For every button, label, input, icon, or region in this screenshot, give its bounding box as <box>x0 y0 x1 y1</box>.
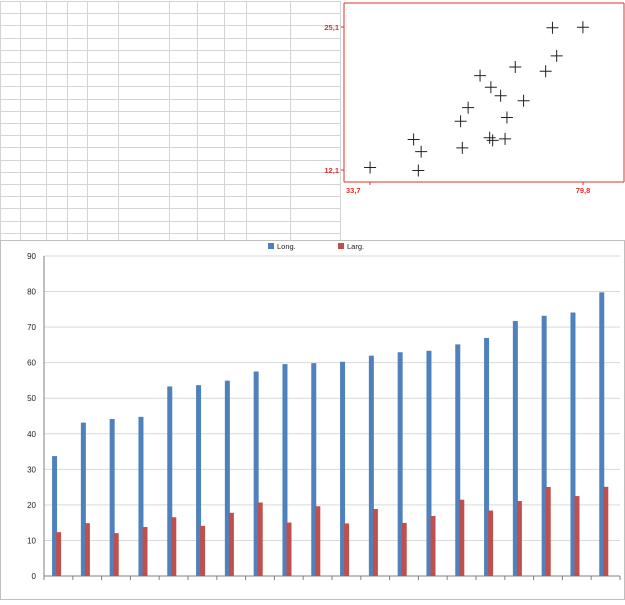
bar-larg <box>574 496 579 576</box>
bar-y-tick-label: 40 <box>27 429 36 439</box>
bar-larg <box>488 511 493 576</box>
bar-larg <box>258 502 263 576</box>
bar-larg <box>142 527 147 576</box>
bar-larg <box>200 526 205 576</box>
bar-larg <box>171 517 176 576</box>
bar-larg <box>373 509 378 576</box>
bar-y-tick-label: 30 <box>27 465 36 475</box>
scatter-x-tick-label: 33,7 <box>346 186 361 195</box>
bar-y-tick-label: 80 <box>27 287 36 297</box>
bar-larg <box>286 523 291 576</box>
bar-larg <box>56 532 61 576</box>
scatter-chart <box>0 0 625 240</box>
bar-larg <box>603 487 608 576</box>
legend-label-long: Long. <box>277 242 296 251</box>
bar-larg <box>517 501 522 576</box>
bar-larg <box>402 523 407 576</box>
bar-chart <box>0 240 625 600</box>
bar-y-tick-label: 90 <box>27 252 36 261</box>
scatter-plot-area <box>344 3 624 182</box>
bar-y-tick-label: 50 <box>27 394 36 404</box>
legend-label-larg: Larg. <box>347 242 365 251</box>
bar-larg <box>459 500 464 576</box>
bar-y-tick-label: 20 <box>27 500 36 510</box>
bar-larg <box>315 506 320 576</box>
bar-larg <box>114 533 119 576</box>
bar-larg <box>229 513 234 576</box>
bar-larg <box>430 516 435 576</box>
scatter-y-tick-label: 25,1 <box>324 23 339 32</box>
bar-larg <box>546 487 551 576</box>
bar-y-tick-label: 70 <box>27 323 36 333</box>
scatter-x-tick-label: 79,8 <box>575 186 591 195</box>
bar-y-tick-label: 60 <box>27 358 36 368</box>
bar-y-tick-label: 10 <box>27 536 36 546</box>
bar-chart-frame <box>0 240 625 600</box>
bar-larg <box>85 523 90 576</box>
scatter-y-tick-label: 12,1 <box>324 166 339 175</box>
legend-swatch-long <box>268 243 274 249</box>
bar-y-tick-label: 0 <box>31 572 36 581</box>
legend-swatch-larg <box>338 243 344 249</box>
bar-larg <box>344 523 349 576</box>
